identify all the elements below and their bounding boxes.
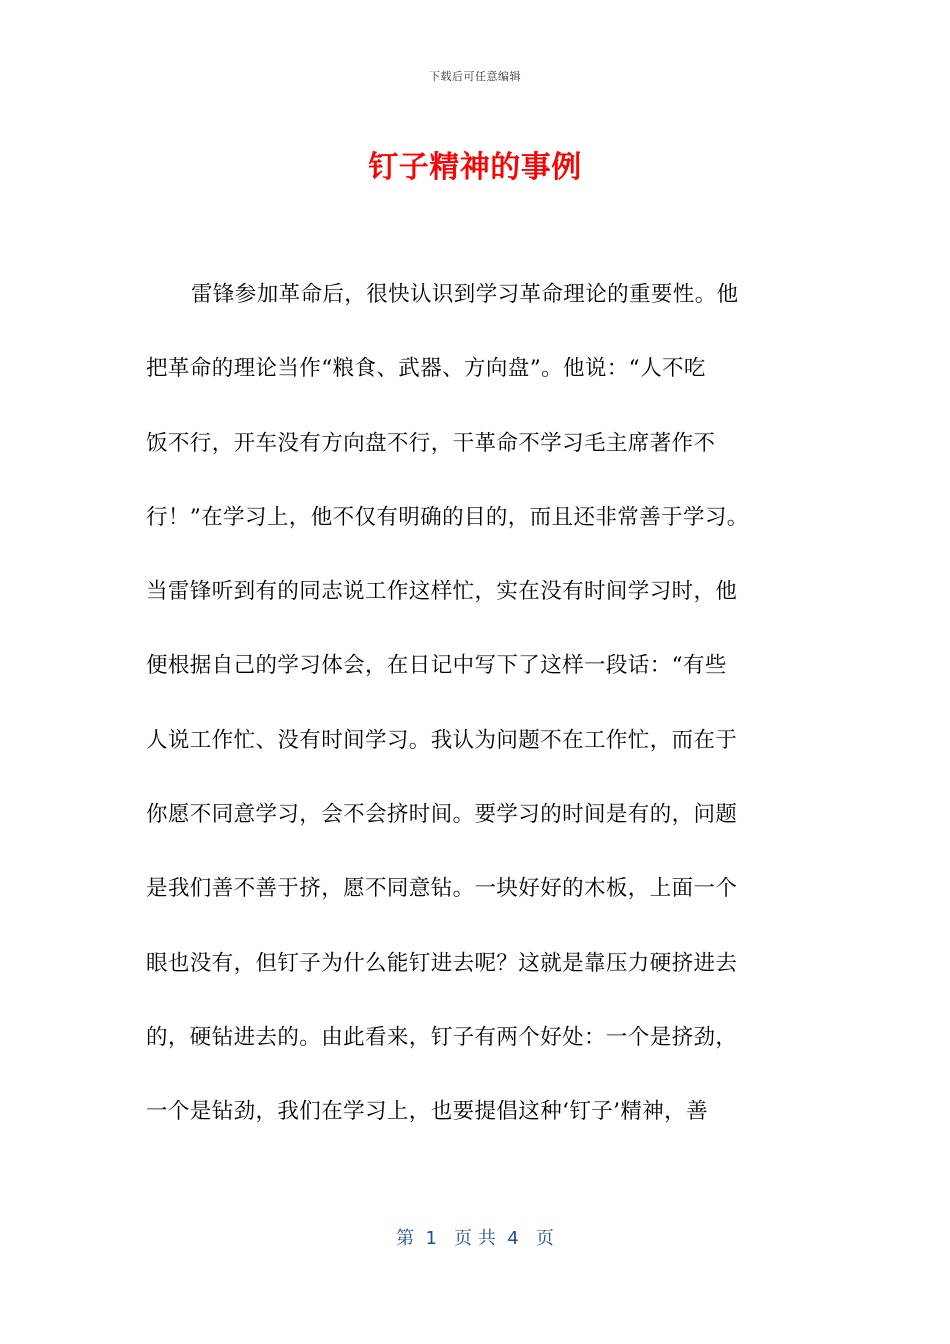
paragraph-line: 把革命的理论当作“粮食、武器、方向盘”。他说：“人不吃 [146,356,706,382]
paragraph-line: 的，硬钻进去的。由此看来，钉子有两个好处：一个是挤劲， [146,1024,738,1050]
document-title: 钉子精神的事例 [368,150,582,185]
paragraph-line: 饭不行，开车没有方向盘不行，干革命不学习毛主席著作不 [146,430,716,456]
page-number-footer: 第 1 页 共 4 页 [396,1228,554,1249]
paragraph-line: 行！”在学习上，他不仅有明确的目的，而且还非常善于学习。 [146,504,749,530]
paragraph-line: 一个是钻劲，我们在学习上，也要提倡这种‘钉子’精神，善 [146,1099,708,1125]
paragraph-line: 是我们善不善于挤，愿不同意钻。一块好好的木板，上面一个 [146,876,738,902]
paragraph-line: 你愿不同意学习，会不会挤时间。要学习的时间是有的，问题 [146,802,738,828]
paragraph-line: 当雷锋听到有的同志说工作这样忙，实在没有时间学习时，他 [146,579,738,605]
paragraph-line: 雷锋参加革命后，很快认识到学习革命理论的重要性。他 [191,282,739,307]
paragraph-line: 便根据自己的学习体会，在日记中写下了这样一段话：“有些 [146,653,727,679]
header-note: 下载后可任意编辑 [429,70,521,83]
body-paragraph [146,273,806,1165]
paragraph-line: 眼也没有，但钉子为什么能钉进去呢？这就是靠压力硬挤进去 [146,950,738,976]
paragraph-line: 人说工作忙、没有时间学习。我认为问题不在工作忙，而在于 [146,727,738,753]
